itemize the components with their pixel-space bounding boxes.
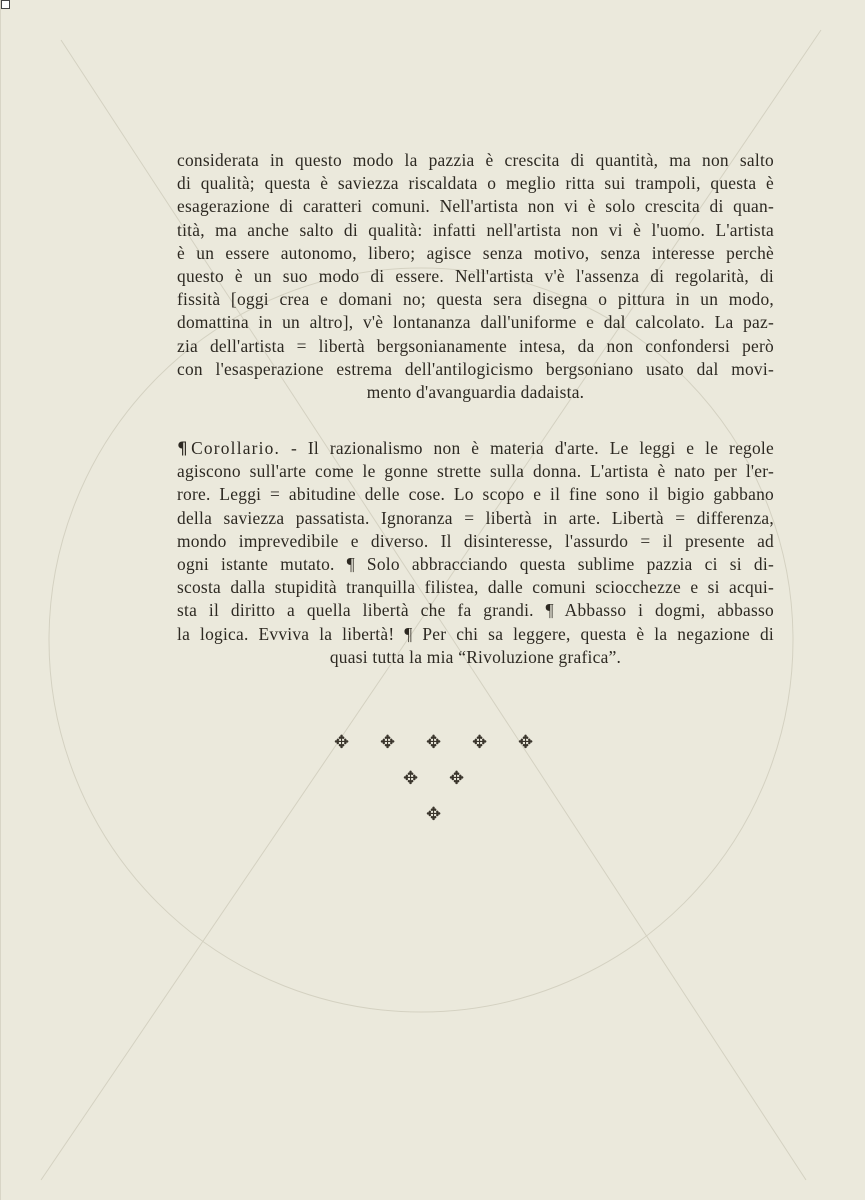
text-line: della saviezza passatista. Ignoranza = libertà in arte. Libertà = differenza, (177, 507, 774, 528)
pilcrow-icon: ¶ (177, 439, 189, 459)
text-line: mento d'avanguardia dadaista. (366, 381, 585, 402)
text-line: considerata in questo modo la pazzia è crescita di quantità, ma non salto (177, 150, 774, 170)
text-line-rest: - Il razionalismo non è materia d'arte. Le leggi e le regole (280, 438, 774, 458)
cross-ornament-icon: ✥ (517, 732, 534, 753)
ornament-row (1, 769, 865, 789)
text-line: domattina in un altro], v'è lontananza dall'uniforme e dal calcolato. La paz- (177, 312, 774, 333)
corner-mark (1, 0, 10, 9)
cross-ornament-icon: ✥ (425, 804, 442, 825)
text-line: è un essere autonomo, libero; agisce senza motivo, senza interesse perchè (177, 242, 774, 263)
ornament-row (1, 733, 865, 753)
text-line: la logica. Evviva la libertà! ¶ Per chi sa leggere, questa è la negazione di (177, 623, 774, 644)
text-line: fissità [oggi crea e domani no; questa sera disegna o pittura in un modo, (177, 289, 774, 310)
text-line: esagerazione di caratteri comuni. Nell'artista non vi è solo crescita di quan- (177, 196, 774, 217)
text-line: scosta dalla stupidità tranquilla filistea, dalle comuni sciocchezze e si acqui- (177, 577, 774, 598)
text-line: mondo imprevedibile e diverso. Il disinteresse, l'assurdo = il presente ad (177, 530, 774, 551)
ornament-row (1, 805, 865, 825)
paragraph-1 (177, 149, 774, 404)
text-line: ogni istante mutato. ¶ Solo abbracciando questa sublime pazzia ci si di- (177, 553, 774, 574)
text-line: zia dell'artista = libertà bergsonianamente intesa, da non confondersi però (177, 335, 774, 356)
cross-ornament-icon: ✥ (425, 732, 442, 753)
text-line: questo è un suo modo di essere. Nell'artista v'è l'assenza di regolarità, di (177, 265, 774, 286)
cross-ornament-icon: ✥ (333, 732, 350, 753)
text-line: agiscono sull'arte come le gonne strette sulla donna. L'artista è nato per l'er- (177, 461, 774, 482)
text-line-first (177, 437, 774, 460)
text-line: quasi tutta la mia “Rivoluzione grafica”. (329, 646, 622, 667)
text-line: rore. Leggi = abitudine delle cose. Lo scopo e il fine sono il bigio gabbano (177, 484, 774, 505)
text-line: tità, ma anche salto di qualità: infatti nell'artista non vi è l'uomo. L'artista (177, 219, 774, 240)
text-line: con l'esasperazione estrema dell'antilogicismo bergsoniano usato dal movi- (177, 358, 774, 379)
cross-ornament-icon: ✥ (402, 768, 419, 789)
corollario-heading: Corollario. (191, 438, 281, 458)
cross-ornament-icon: ✥ (471, 732, 488, 753)
cross-ornament-icon: ✥ (448, 768, 465, 789)
paragraph-2 (177, 437, 774, 669)
cross-ornament-icon: ✥ (379, 732, 396, 753)
text-line: di qualità; questa è saviezza riscaldata o meglio ritta sui trampoli, questa è (177, 173, 774, 194)
text-line: sta il diritto a quella libertà che fa grandi. ¶ Abbasso i dogmi, abbasso (177, 600, 774, 621)
